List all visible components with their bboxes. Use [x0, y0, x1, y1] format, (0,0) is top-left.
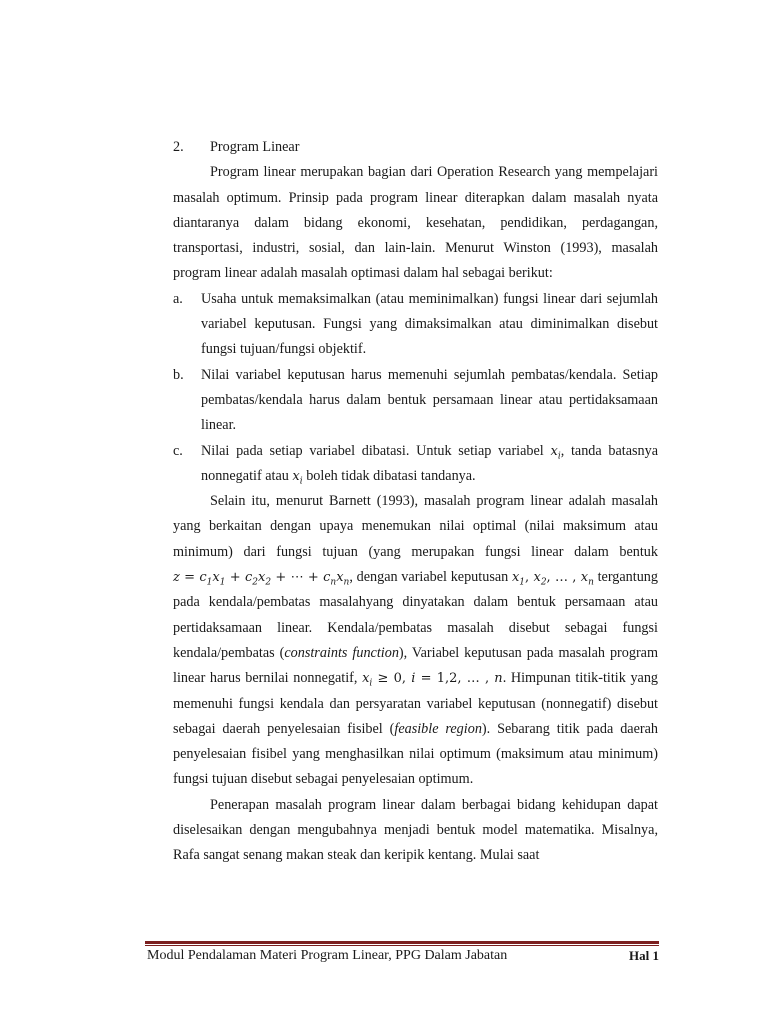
paragraph-text-part: , dengan variabel keputusan — [349, 569, 509, 586]
paragraph-application: Penerapan masalah program linear dalam berbagai bidang kehidupan dapat diselesaikan dengan mengubahnya menjadi bentuk model matematika. Misalnya, Rafa sangat senang makan steak dan keripik kentang. Mulai saat — [173, 796, 658, 864]
footer-divider-thin — [145, 945, 659, 946]
list-item-text-part: Nilai pada setiap variabel dibatasi. Untuk setiap variabel — [201, 442, 544, 459]
italic-term: feasible region — [394, 720, 482, 737]
paragraph-text-part: tergantung pada kendala/pembatas masalahyang dinyatakan dalam bentuk persamaan atau pertidaksamaan linear. Kendala/pembatas masalah disebut sebagai fungsi kendala/pembatas ( — [173, 569, 658, 661]
list-item — [173, 363, 658, 439]
paragraph-barnett — [173, 489, 658, 793]
list-item-text-part: boleh tidak dibatasi tandanya. — [306, 467, 476, 484]
math-objective-function: $z = c_1x_1 + c_2x_2$ + ⋯ + $c_nx_n$ — [173, 570, 350, 588]
list-marker: c. — [173, 442, 183, 459]
math-x-i: $x_i$ — [292, 468, 303, 487]
paragraph-intro: Program linear merupakan bagian dari Operation Research yang mempelajari masalah optimum. Prinsip pada program linear diterapkan dalam masalah nyata diantaranya dalam bidang ekonomi, kesehatan, pendidikan, perdagangan, transportasi, industri, sosial, dan lain-lain. Menurut Winston (1993), masalah program linear adalah masalah optimasi dalam hal sebagai berikut: — [173, 164, 658, 282]
paragraph-text-part: ), Variabel keputusan pada masalah program linear harus bernilai nonnegatif, — [173, 644, 659, 687]
list-item-text: Nilai variabel keputusan harus memenuhi sejumlah pembatas/kendala. Setiap pembatas/kendala harus dalam bentuk persamaan linear atau pertidaksamaan linear. — [201, 366, 658, 434]
list-item — [173, 287, 658, 363]
page-footer — [147, 947, 659, 965]
math-x-i: $x_i$ — [550, 443, 561, 462]
list-item-text-part: , tanda batasnya nonnegatif atau — [201, 442, 659, 484]
list-item — [173, 439, 658, 490]
italic-term: constraints function — [284, 644, 399, 661]
paragraph-text-part: . Himpunan titik-titik yang memenuhi fungsi kendala dan persyaratan variabel keputusan (nonnegatif) disebut sebagai daerah penyelesaian fisibel ( — [173, 670, 659, 737]
page-body — [173, 135, 658, 869]
list-item-text: Usaha untuk memaksimalkan (atau meminimalkan) fungsi linear dari sejumlah variabel keputusan. Fungsi yang dimaksimalkan atau diminimalkan disebut fungsi tujuan/fungsi objektif. — [201, 290, 658, 358]
list-marker: a. — [173, 290, 183, 307]
page-number: Hal 1 — [629, 948, 659, 963]
paragraph-text-part: Selain itu, menurut Barnett (1993), masalah program linear adalah masalah yang berkaitan dengan upaya menemukan nilai optimal (nilai maksimum atau minimum) dari fungsi tujuan (yang merupakan fungsi linear dalam bentuk — [173, 493, 658, 560]
list-marker: b. — [173, 366, 184, 383]
criteria-list — [173, 287, 658, 489]
math-decision-variables: $x_1$, $x_2$, … , $x_n$ — [511, 570, 594, 588]
section-number: 2. — [173, 139, 184, 155]
section-heading — [173, 135, 658, 160]
paragraph-text-part: ). Sebarang titik pada daerah penyelesaian fisibel yang menghasilkan nilai optimum (maksimum atau minimum) fungsi tujuan disebut sebagai penyelesaian optimum. — [173, 720, 658, 788]
math-nonnegativity: $x_i \ge 0$, i = 1,2, … , n — [362, 671, 503, 689]
footer-title: Modul Pendalaman Materi Program Linear, PPG Dalam Jabatan — [147, 948, 508, 963]
footer-divider — [145, 941, 659, 944]
list-item-text — [201, 439, 658, 490]
section-title: Program Linear — [210, 139, 300, 155]
